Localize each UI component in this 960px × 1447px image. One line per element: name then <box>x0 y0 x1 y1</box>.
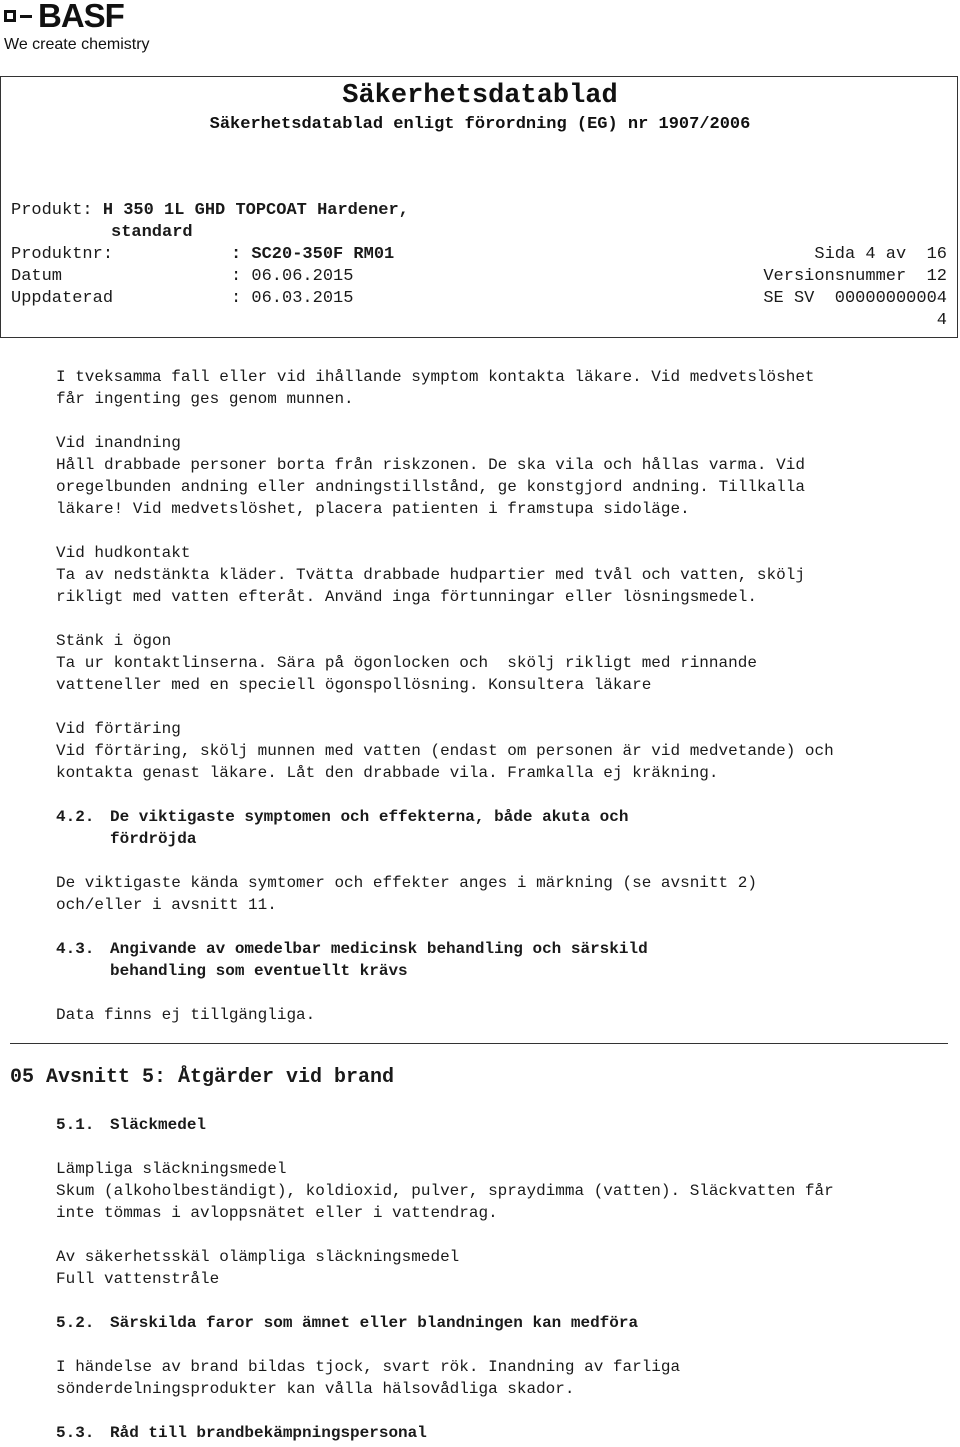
inhalation-line2: oregelbunden andning eller andningstillstånd, ge konstgjord andning. Tillkalla <box>56 478 805 496</box>
section-5-1-title: Släckmedel <box>110 1116 207 1134</box>
general-advice-line2: får ingenting ges genom munnen. <box>56 390 354 408</box>
ingestion-heading: Vid förtäring <box>56 720 181 738</box>
date-row <box>11 267 353 286</box>
logo-square-icon <box>4 10 16 22</box>
skin-line2: rikligt med vatten efteråt. Använd inga förtunningar eller lösningsmedel. <box>56 588 757 606</box>
eye-heading: Stänk i ögon <box>56 632 172 650</box>
product-label: Produkt: <box>11 201 93 220</box>
section-5-3-number: 5.3. <box>56 1424 95 1442</box>
product-number-label: Produktnr: <box>11 245 114 264</box>
document-header <box>0 76 958 338</box>
section-4-3-number: 4.3. <box>56 940 95 958</box>
updated-value: : 06.03.2015 <box>231 289 354 308</box>
skin-line1: Ta av nedstänkta kläder. Tvätta drabbade hudpartier med tvål och vatten, skölj <box>56 566 805 584</box>
section-5-2-line1: I händelse av brand bildas tjock, svart rök. Inandning av farliga <box>56 1358 681 1376</box>
suitable-media-line2: inte tömmas i avloppsnätet eller i vattendrag. <box>56 1204 498 1222</box>
ingestion-line1: Vid förtäring, skölj munnen med vatten (endast om personen är vid medvetande) och <box>56 742 834 760</box>
suitable-media-heading: Lämpliga släckningsmedel <box>56 1160 287 1178</box>
section-4-2-title-line1: De viktigaste symptomen och effekterna, både akuta och <box>110 808 629 826</box>
section-5-1-number: 5.1. <box>56 1116 95 1134</box>
section-5-2-line2: sönderdelningsprodukter kan vålla hälsovådliga skador. <box>56 1380 575 1398</box>
updated-label: Uppdaterad <box>11 289 114 308</box>
eye-line1: Ta ur kontaktlinserna. Sära på ögonlocken och skölj rikligt med rinnande <box>56 654 757 672</box>
section-4-3-line1: Data finns ej tillgängliga. <box>56 1006 316 1024</box>
general-advice-line1: I tveksamma fall eller vid ihållande symptom kontakta läkare. Vid medvetslöshet <box>56 368 815 386</box>
product-name-line2: standard <box>111 223 193 242</box>
page-indicator: Sida 4 av 16 <box>814 245 947 264</box>
section-5-2-number: 5.2. <box>56 1314 95 1332</box>
section-5-2-title: Särskilda faror som ämnet eller blandningen kan medföra <box>110 1314 639 1332</box>
section-4-2-line2: och/eller i avsnitt 11. <box>56 896 277 914</box>
product-name: H 350 1L GHD TOPCOAT Hardener, <box>102 201 409 220</box>
section-4-2-number: 4.2. <box>56 808 95 826</box>
updated-row <box>11 289 353 308</box>
version-number: Versionsnummer 12 <box>763 267 947 286</box>
product-row <box>11 201 409 220</box>
section-4-3-title-line1: Angivande av omedelbar medicinsk behandling och särskild <box>110 940 648 958</box>
logo-tagline: We create chemistry <box>4 36 150 53</box>
basf-logo <box>4 0 150 54</box>
section-divider <box>10 1043 948 1044</box>
date-label: Datum <box>11 267 63 286</box>
logo-dash-icon <box>20 15 32 18</box>
product-number-value: : SC20-350F RM01 <box>231 245 395 264</box>
unsuitable-media-line1: Full vattenstråle <box>56 1270 220 1288</box>
inhalation-line1: Håll drabbade personer borta från riskzonen. De ska vila och hållas varma. Vid <box>56 456 805 474</box>
inhalation-line3: läkare! Vid medvetslöshet, placera patienten i framstupa sidoläge. <box>56 500 690 518</box>
document-subtitle: Säkerhetsdatablad enligt förordning (EG) nr 1907/2006 <box>209 115 751 134</box>
section-5-title: 05 Avsnitt 5: Åtgärder vid brand <box>10 1066 395 1089</box>
logo-wordmark: BASF <box>38 0 124 34</box>
document-title: Säkerhetsdatablad <box>342 81 618 111</box>
date-value: : 06.06.2015 <box>231 267 354 286</box>
section-4-3-title-line2: behandling som eventuellt krävs <box>110 962 408 980</box>
skin-heading: Vid hudkontakt <box>56 544 191 562</box>
section-4-2-line1: De viktigaste kända symtomer och effekter anges i märkning (se avsnitt 2) <box>56 874 757 892</box>
inhalation-heading: Vid inandning <box>56 434 181 452</box>
section-4-2-title-line2: fördröjda <box>110 830 197 848</box>
suitable-media-line1: Skum (alkoholbeständigt), koldioxid, pulver, spraydimma (vatten). Släckvatten får <box>56 1182 834 1200</box>
document-code-suffix: 4 <box>936 311 947 330</box>
document-code: SE SV 00000000004 <box>763 289 947 308</box>
product-number-row <box>11 245 394 264</box>
unsuitable-media-heading: Av säkerhetsskäl olämpliga släckningsmedel <box>56 1248 460 1266</box>
section-5-3-title: Råd till brandbekämpningspersonal <box>110 1424 427 1442</box>
ingestion-line2: kontakta genast läkare. Låt den drabbade vila. Framkalla ej kräkning. <box>56 764 719 782</box>
eye-line2: vatteneller med en speciell ögonspollösning. Konsultera läkare <box>56 676 652 694</box>
